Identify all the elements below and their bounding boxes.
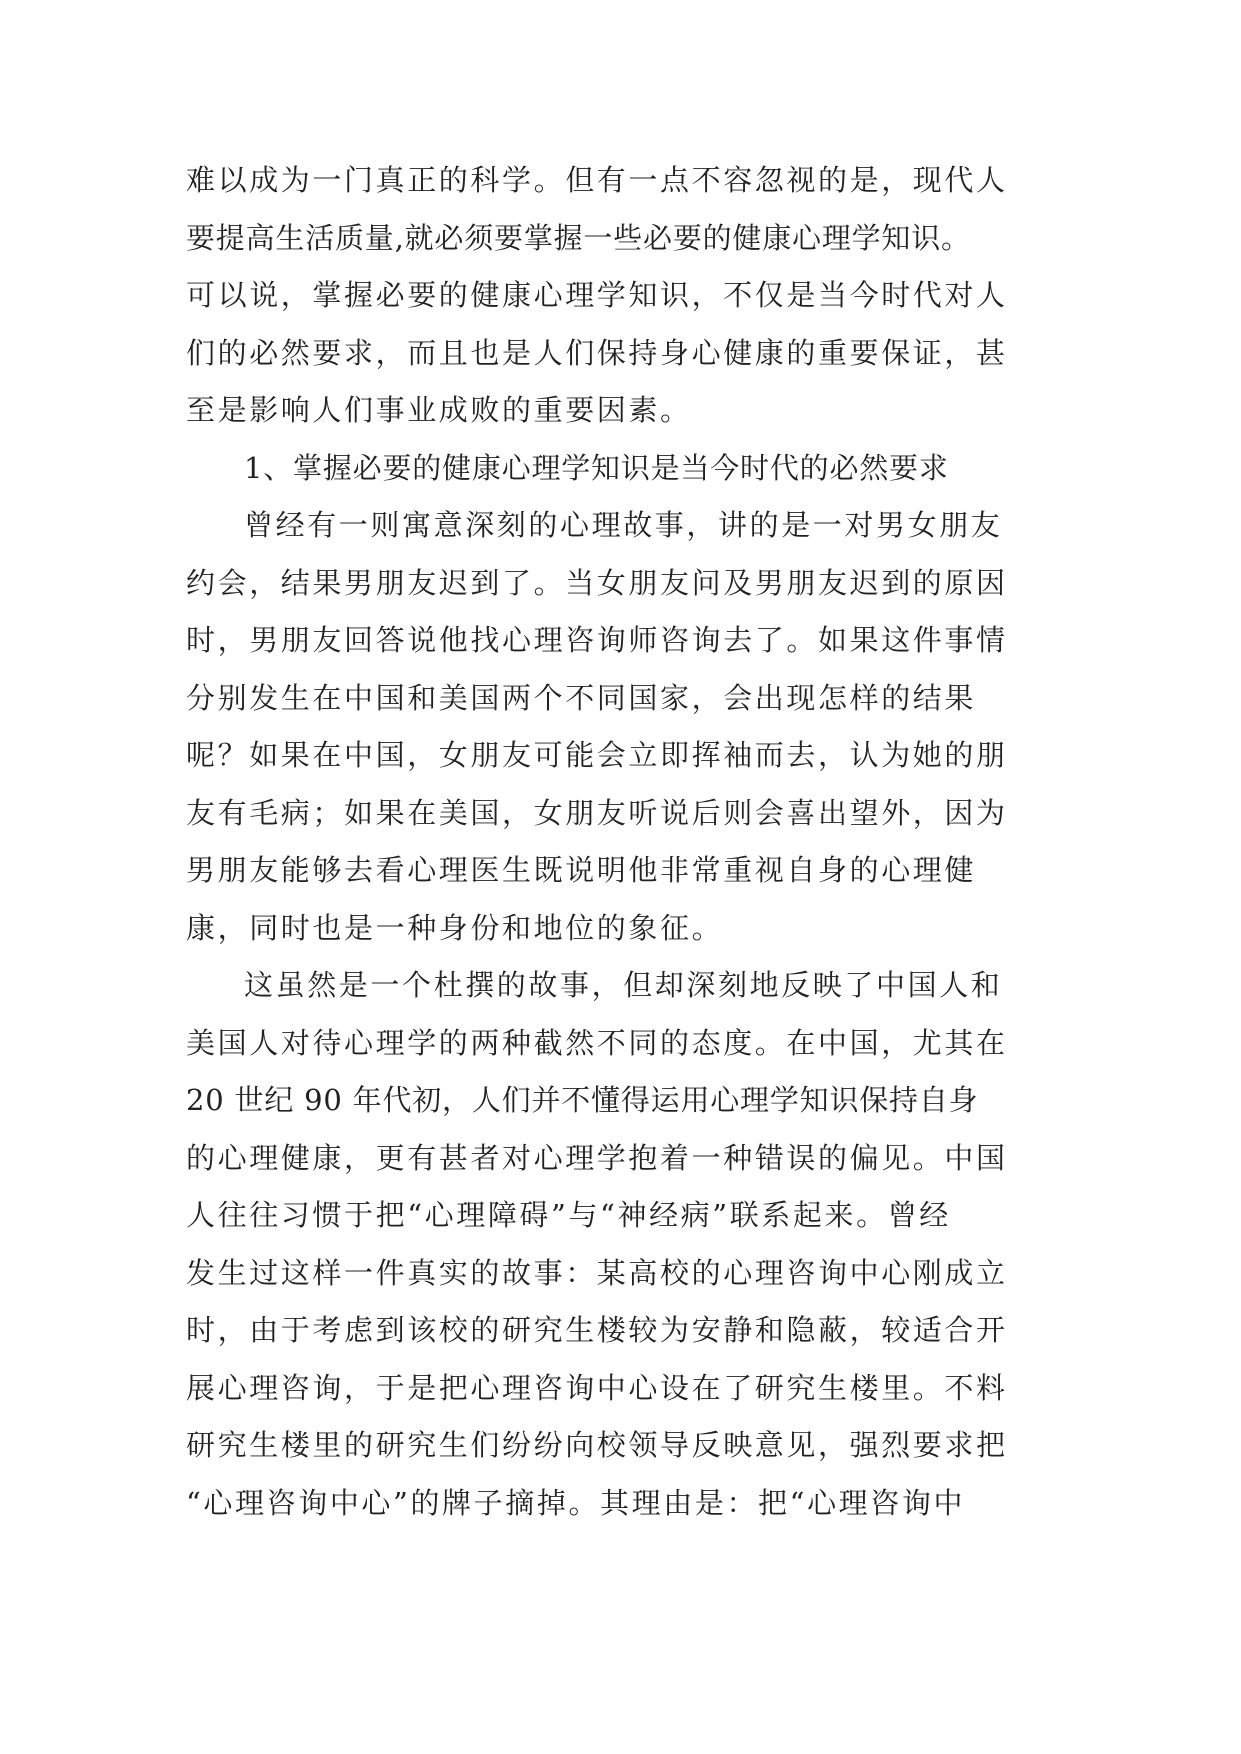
text-line: 约会，结果男朋友迟到了。当女朋友问及男朋友迟到的原因 xyxy=(186,565,1008,600)
text-line: 发生过这样一件真实的故事：某高校的心理咨询中心刚成立 xyxy=(186,1255,1008,1290)
text-line: 友有毛病；如果在美国，女朋友听说后则会喜出望外，因为 xyxy=(186,795,1008,830)
text-line: 至是影响人们事业成败的重要因素。 xyxy=(186,393,692,427)
text-line: 男朋友能够去看心理医生既说明他非常重视自身的心理健 xyxy=(186,853,977,887)
text-line: 20 世纪 90 年代初，人们并不懂得运用心理学知识保持自身 xyxy=(186,1083,979,1117)
text-line: 难以成为一门真正的科学。但有一点不容忽视的是，现代人 xyxy=(186,163,1008,197)
text-line: 呢？如果在中国，女朋友可能会立即挥袖而去，认为她的朋 xyxy=(186,738,1008,772)
text-line: 这虽然是一个杜撰的故事，但却深刻地反映了中国人和 xyxy=(244,968,1003,1002)
text-line: 分别发生在中国和美国两个不同国家，会出现怎样的结果 xyxy=(186,680,977,715)
text-line: 要提高生活质量,就必须要掌握一些必要的健康心理学知识。 xyxy=(186,220,971,255)
text-line: “心理咨询中心”的牌子摘掉。其理由是：把“心理咨询中 xyxy=(186,1485,966,1520)
text-line: 可以说，掌握必要的健康心理学知识，不仅是当今时代对人 xyxy=(186,278,1008,312)
text-line: 时，男朋友回答说他找心理咨询师咨询去了。如果这件事情 xyxy=(186,623,1008,657)
text-line: 美国人对待心理学的两种截然不同的态度。在中国，尤其在 xyxy=(186,1025,1008,1060)
text-line: 展心理咨询，于是把心理咨询中心设在了研究生楼里。不料 xyxy=(186,1370,1008,1405)
text-line: 时，由于考虑到该校的研究生楼较为安静和隐蔽，较适合开 xyxy=(186,1313,1008,1347)
text-line: 人往往习惯于把“心理障碍”与“神经病”联系起来。曾经 xyxy=(186,1198,951,1232)
body-text xyxy=(186,152,1066,1532)
section-heading: 1、掌握必要的健康心理学知识是当今时代的必然要求 xyxy=(244,450,949,485)
text-line: 们的必然要求，而且也是人们保持身心健康的重要保证，甚 xyxy=(186,335,1008,370)
text-line: 康，同时也是一种身份和地位的象征。 xyxy=(186,910,724,945)
text-line: 曾经有一则寓意深刻的心理故事，讲的是一对男女朋友 xyxy=(244,508,1003,542)
text-line: 研究生楼里的研究生们纷纷向校领导反映意见，强烈要求把 xyxy=(186,1428,1008,1462)
text-line: 的心理健康，更有甚者对心理学抱着一种错误的偏见。中国 xyxy=(186,1140,1008,1175)
